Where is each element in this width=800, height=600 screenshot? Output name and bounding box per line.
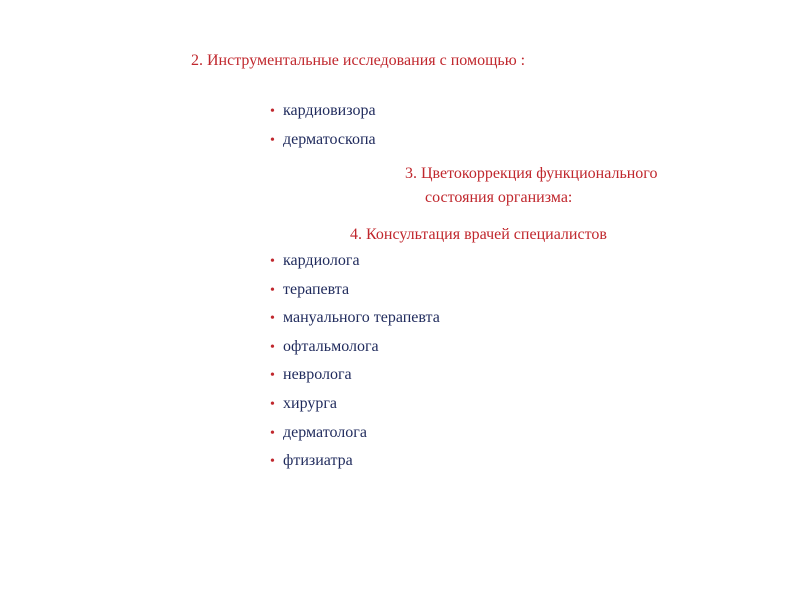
bullet-icon: •: [270, 396, 275, 412]
bullet-icon: •: [270, 282, 275, 298]
section-3-heading-line2: состояния организма:: [425, 189, 573, 206]
bullet-icon: •: [270, 339, 275, 355]
section-4-heading: 4. Консультация врачей специалистов: [350, 226, 607, 243]
list-item: [270, 337, 440, 366]
section-2-heading: 2. Инструментальные исследования с помощью :: [191, 52, 526, 69]
list-item-label: хирурга: [283, 394, 338, 412]
list-item: [270, 308, 440, 337]
list-item-label: дерматолога: [283, 423, 367, 441]
bullet-icon: •: [270, 368, 275, 384]
list-item: [270, 280, 440, 309]
bullet-icon: •: [270, 425, 275, 441]
list-item: [270, 451, 440, 480]
list-item-label: офтальмолога: [283, 337, 379, 355]
list-item-label: кардиовизора: [283, 102, 376, 119]
instruments-list: [270, 101, 376, 158]
list-item: [270, 365, 440, 394]
list-item-label: фтизиатра: [283, 452, 353, 470]
list-item: [270, 394, 440, 423]
list-item-label: терапевта: [283, 280, 350, 298]
bullet-icon: •: [270, 311, 275, 327]
list-item-label: дерматоскопа: [283, 130, 376, 148]
specialists-list: [270, 251, 440, 480]
list-item: [270, 251, 440, 280]
bullet-icon: •: [270, 132, 275, 148]
bullet-icon: •: [270, 254, 275, 269]
bullet-icon: •: [270, 454, 275, 470]
list-item-label: невролога: [283, 366, 352, 384]
list-item: [270, 423, 440, 452]
list-item-label: мануального терапевта: [283, 309, 440, 327]
section-3-heading-line1: 3. Цветокоррекция функционального: [405, 165, 658, 182]
bullet-icon: •: [270, 104, 275, 119]
list-item-label: кардиолога: [283, 252, 360, 269]
list-item: [270, 101, 376, 130]
list-item: [270, 130, 376, 159]
